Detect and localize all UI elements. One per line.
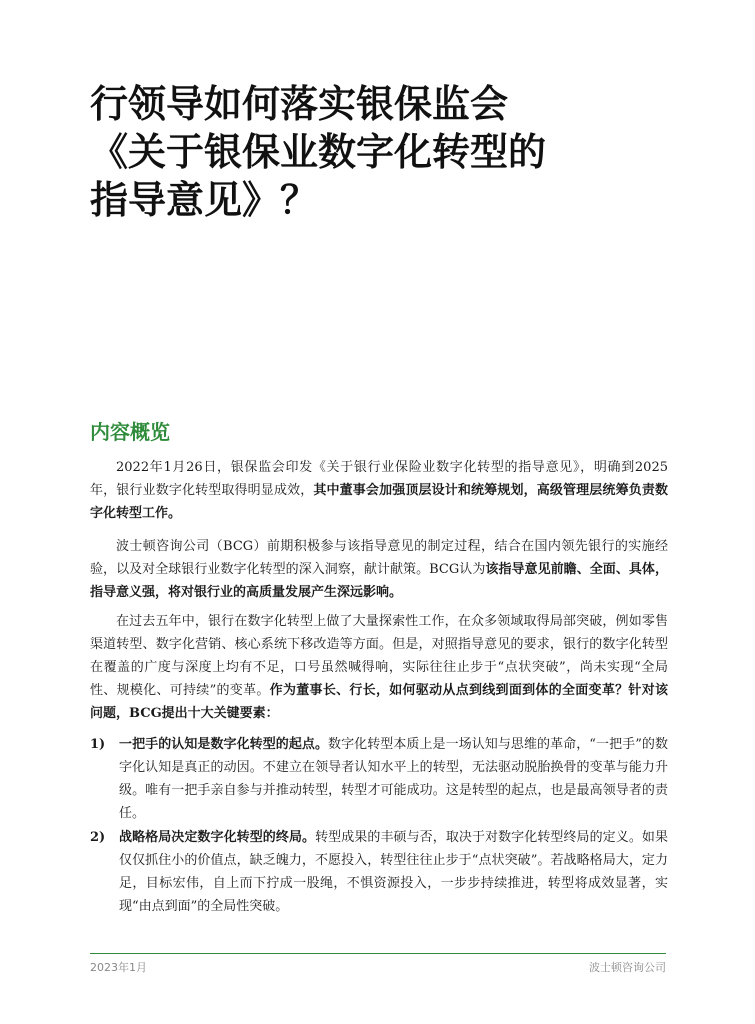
list-item-2-number: 2) [90,830,106,845]
title-line-3: 指导意见》？ [90,178,319,222]
paragraph-3-emphasis: 作为董事长、行长，如何驱动从点到线到面到体的全面变革？针对该问题，BCG提出十大关键要素： [90,683,668,721]
title-line-1: 行领导如何落实银保监会 [90,82,509,126]
footer-company: 波士顿咨询公司 [589,961,666,974]
list-item-1 [90,733,668,825]
list-item-2-text [119,826,668,918]
footer-divider [90,953,666,954]
section-heading: 内容概览 [90,420,170,444]
list-item-1-text [119,733,668,825]
footer-date: 2023年1月 [90,961,147,974]
list-item-2 [90,826,668,918]
page-title [90,80,710,224]
list-item-1-number: 1) [90,737,106,752]
title-line-2: 《关于银保业数字化转型的 [90,130,547,174]
paragraph-3-text: 在过去五年中，银行在数字化转型上做了大量探索性工作，在众多领域取得局部突破，例如零售渠道转型、数字化营销、核心系统下移改造等方面。但是，对照指导意见的要求，银行的数字化转型在覆盖的广度与深度上均有不足，口号虽然喊得响，实际往往止步于“点状突破”，尚未实现“全局性、规模化、可持续”的变革。 [90,614,668,698]
paragraph-1-text: 2022年1月26日，银保监会印发《关于银行业保险业数字化转型的指导意见》，明确到2025年，银行业数字化转型取得明显成效， [90,460,668,498]
paragraph-1-emphasis: 其中董事会加强顶层设计和统筹规划，高级管理层统筹负责数字化转型工作。 [90,483,668,521]
paragraph-2-emphasis: 该指导意见前瞻、全面、具体，指导意义强，将对银行业的高质量发展产生深远影响。 [90,562,668,600]
paragraph-3 [90,610,668,725]
paragraph-2 [90,535,668,604]
list-item-1-emphasis: 一把手的认知是数字化转型的起点。 [119,737,329,752]
list-item-2-body: 转型成果的丰硕与否，取决于对数字化转型终局的定义。如果仅仅抓住小的价值点，缺乏魄力，不愿投入，转型往往止步于“点状突破”。若战略格局大，定力足，目标宏伟，自上而下拧成一股绳，不惧资源投入，一步步持续推进，转型将成效显著，实现“由点到面”的全局性突破。 [119,830,668,914]
paragraph-1 [90,456,668,525]
list-item-1-body: 数字化转型本质上是一场认知与思维的革命，“一把手”的数字化认知是真正的动因。不建立在领导者认知水平上的转型，无法驱动脱胎换骨的变革与能力升级。唯有一把手亲自参与并推动转型，转型才可能成功。这是转型的起点，也是最高领导者的责任。 [119,737,668,821]
list-item-2-emphasis: 战略格局决定数字化转型的终局。 [119,830,316,845]
paragraph-2-text: 波士顿咨询公司（BCG）前期积极参与该指导意见的制定过程，结合在国内领先银行的实施经验，以及对全球银行业数字化转型的深入洞察，献计献策。BCG认为 [90,539,668,577]
